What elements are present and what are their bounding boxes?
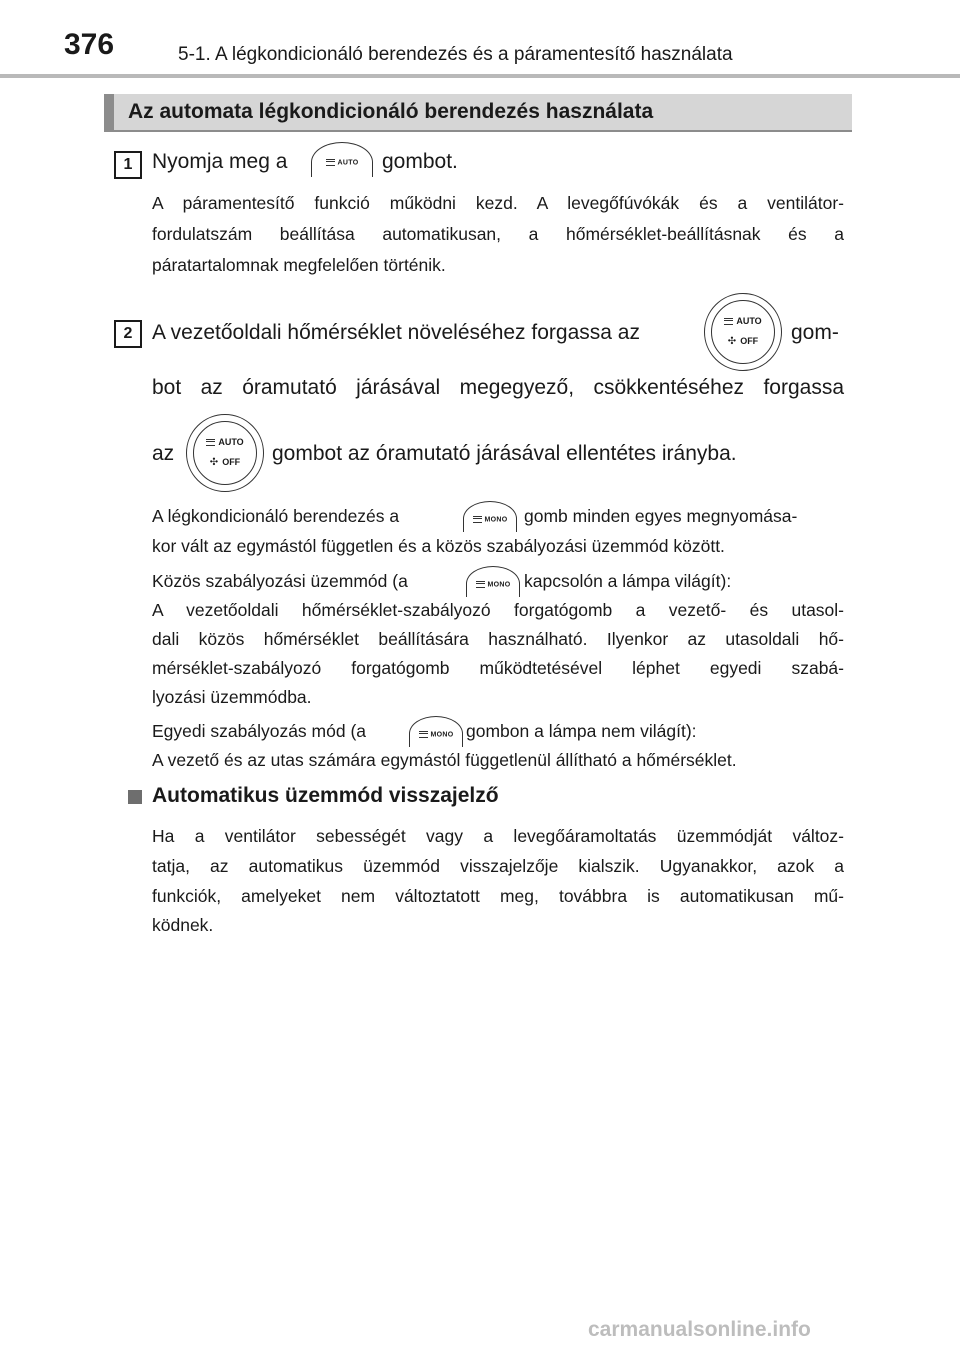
mono-button-label: MONO: [484, 516, 508, 524]
square-bullet-icon: [128, 790, 142, 804]
mono-p2-line-1-post: kapcsolón a lámpa világít):: [524, 571, 732, 591]
step-2-line-3-pre: az: [152, 442, 175, 465]
mono-p2-line-1-pre: Közös szabályozási üzemmód (a: [152, 571, 408, 591]
mono-p2-line-4: mérséklet-szabályozó forgatógomb működtetésével léphet egyedi szabá-: [152, 658, 844, 678]
section-title-bar: [104, 94, 852, 132]
mono-p1-line-1-pre: A légkondicionáló berendezés a: [152, 506, 400, 526]
fan-icon: ✣: [209, 457, 219, 468]
mono-button-icon: [463, 501, 517, 532]
step-1-desc-line-2: fordulatszám beállítása automatikusan, a hőmérséklet-beállításnak és a: [152, 224, 844, 244]
running-header: 5-1. A légkondicionáló berendezés és a páramentesítő használata: [178, 44, 733, 65]
header-divider: [0, 74, 960, 78]
defrost-icon: [206, 439, 215, 446]
auto-button-label: AUTO: [337, 159, 359, 167]
mono-p3-line-1-pre: Egyedi szabályozás mód (a: [152, 721, 366, 741]
dial-auto-label: AUTO: [736, 316, 762, 326]
step-1-text-pre: Nyomja meg a: [152, 150, 288, 173]
temperature-dial-icon: [186, 414, 264, 492]
watermark: carmanualsonline.info: [588, 1318, 811, 1341]
indicator-line-2: tatja, az automatikus üzemmód visszajelzője kialszik. Ugyanakkor, azok a: [152, 856, 844, 876]
dial-off-label: OFF: [740, 336, 759, 346]
section-title: Az automata légkondicionáló berendezés használata: [128, 100, 654, 123]
mono-p2-line-2: A vezetőoldali hőmérséklet-szabályozó forgatógomb a vezető- és utasol-: [152, 600, 844, 620]
defrost-icon: [724, 318, 733, 325]
step-1-desc-line-3: páratartalomnak megfelelően történik.: [152, 255, 446, 275]
mono-p2-line-3: dali közös hőmérséklet beállítására használható. Ilyenkor az utasoldali hő-: [152, 629, 844, 649]
dial-auto-label: AUTO: [218, 437, 244, 447]
mono-button-icon: [409, 716, 463, 747]
step-1-badge: 1: [114, 151, 142, 179]
step-2-badge: 2: [114, 320, 142, 348]
mono-button-label: MONO: [487, 581, 511, 589]
step-1-desc-line-1: A páramentesítő funkció működni kezd. A levegőfúvókák és a ventilátor-: [152, 193, 844, 213]
mono-p3-line-2: A vezető és az utas számára egymástól függetlenül állítható a hőmérséklet.: [152, 750, 737, 770]
step-2-line-1-post: gom-: [791, 321, 839, 344]
defrost-icon: [326, 159, 335, 166]
fan-icon: ✣: [727, 336, 737, 347]
step-2-line-2: bot az óramutató járásával megegyező, csökkentéséhez forgassa: [152, 376, 844, 399]
section-title-accent: [104, 94, 114, 130]
mono-p2-line-5: lyozási üzemmódba.: [152, 687, 312, 707]
indicator-line-4: ködnek.: [152, 915, 214, 935]
mono-button-icon: [466, 566, 520, 597]
temperature-dial-icon: [704, 293, 782, 371]
step-1-text-post: gombot.: [382, 150, 458, 173]
defrost-icon: [473, 516, 482, 523]
indicator-heading: Automatikus üzemmód visszajelző: [152, 784, 499, 807]
defrost-icon: [476, 581, 485, 588]
mono-p1-line-2: kor vált az egymástól független és a közös szabályozási üzemmód között.: [152, 536, 725, 556]
step-2-line-1-pre: A vezetőoldali hőmérséklet növeléséhez forgassa az: [152, 321, 640, 344]
step-2-line-3-post: gombot az óramutató járásával ellentétes irányba.: [272, 442, 737, 465]
dial-off-label: OFF: [222, 457, 241, 467]
page-number: 376: [64, 28, 115, 61]
mono-button-label: MONO: [430, 731, 454, 739]
auto-button-icon: [311, 142, 373, 177]
defrost-icon: [419, 731, 428, 738]
mono-p1-line-1-post: gomb minden egyes megnyomása-: [524, 506, 798, 526]
indicator-line-3: funkciók, amelyeket nem változtatott meg, továbbra is automatikusan mű-: [152, 886, 844, 906]
indicator-line-1: Ha a ventilátor sebességét vagy a levegőáramoltatás üzemmódját változ-: [152, 826, 844, 846]
mono-p3-line-1-post: gombon a lámpa nem világít):: [466, 721, 697, 741]
